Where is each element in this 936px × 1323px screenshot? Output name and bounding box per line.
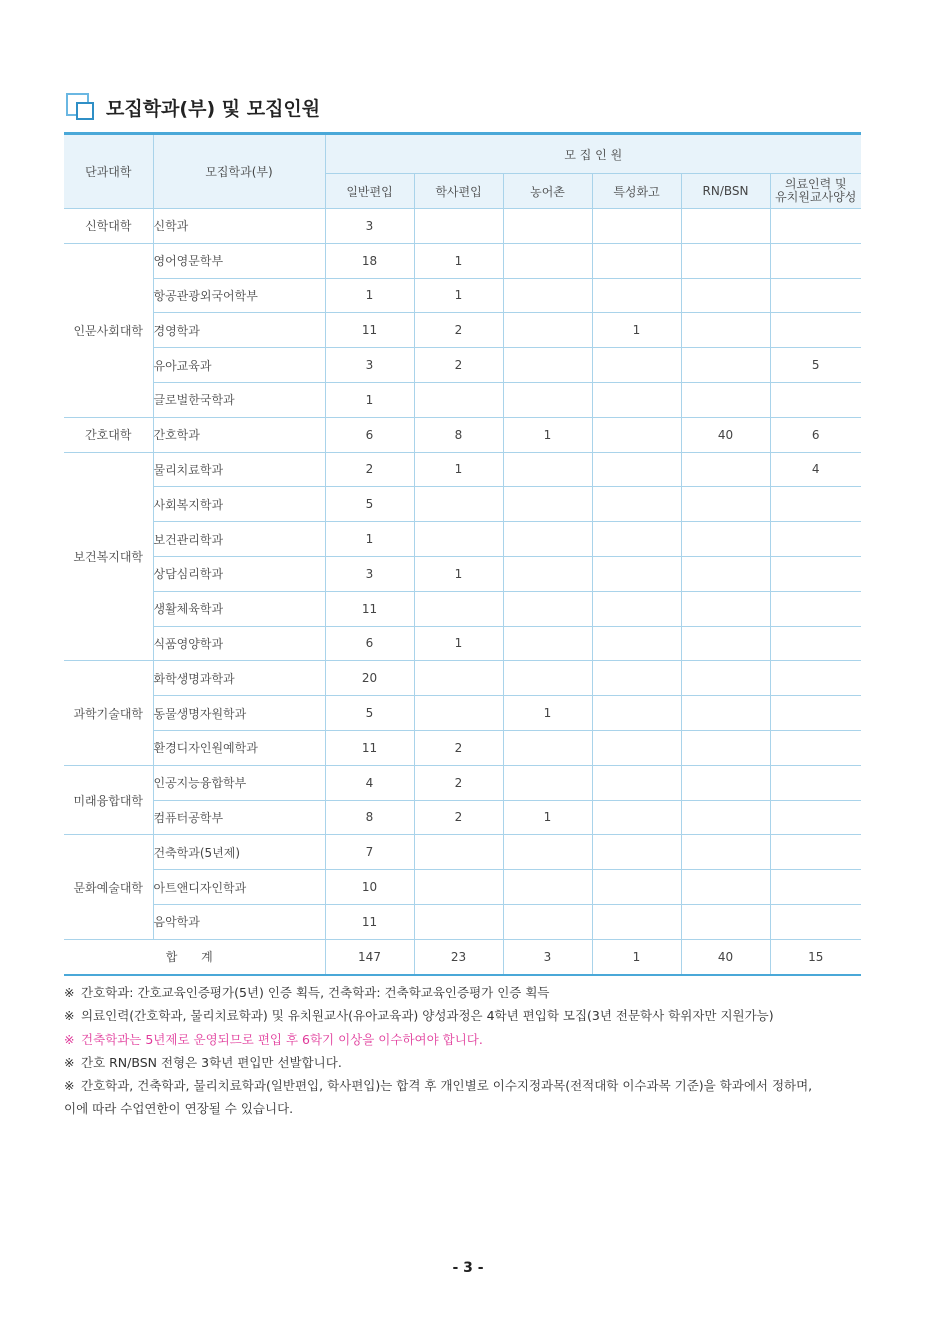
quota-cell: 2 bbox=[414, 348, 503, 383]
quota-cell bbox=[414, 870, 503, 905]
table-row bbox=[64, 382, 861, 417]
department-cell: 사회복지학과 bbox=[153, 487, 325, 522]
page-number: - 3 - bbox=[452, 1260, 484, 1276]
quota-cell bbox=[681, 556, 770, 591]
quota-cell bbox=[681, 765, 770, 800]
quota-cell: 2 bbox=[414, 313, 503, 348]
quota-cell bbox=[503, 765, 592, 800]
college-cell: 과학기술대학 bbox=[64, 661, 153, 765]
quota-cell bbox=[503, 591, 592, 626]
total-cell: 40 bbox=[681, 939, 770, 974]
table-row bbox=[64, 487, 861, 522]
quota-cell bbox=[770, 800, 861, 835]
quota-cell bbox=[681, 522, 770, 557]
quota-cell bbox=[592, 243, 681, 278]
quota-cell bbox=[592, 800, 681, 835]
quota-cell bbox=[681, 452, 770, 487]
total-cell: 3 bbox=[503, 939, 592, 974]
quota-cell bbox=[770, 209, 861, 244]
header-department: 모집학과(부) bbox=[153, 134, 325, 209]
quota-cell bbox=[592, 591, 681, 626]
quota-cell bbox=[681, 800, 770, 835]
quota-cell bbox=[503, 835, 592, 870]
quota-cell: 10 bbox=[325, 870, 414, 905]
note-mark: ※ bbox=[64, 1054, 75, 1070]
quota-cell bbox=[770, 904, 861, 939]
quota-cell bbox=[770, 696, 861, 731]
quota-cell bbox=[592, 417, 681, 452]
quota-cell bbox=[681, 348, 770, 383]
quota-cell bbox=[503, 904, 592, 939]
quota-cell: 40 bbox=[681, 417, 770, 452]
note-text: 의료인력(간호학과, 물리치료학과) 및 유치원교사(유아교육과) 양성과정은 4학년 편입학 모집(3년 전문학사 학위자만 지원가능) bbox=[81, 1008, 774, 1024]
quota-cell: 5 bbox=[325, 696, 414, 731]
quota-cell bbox=[770, 243, 861, 278]
table-row bbox=[64, 278, 861, 313]
section-title: 모집학과(부) 및 모집인원 bbox=[106, 97, 321, 120]
note-mark: ※ bbox=[64, 985, 75, 1000]
quota-cell bbox=[770, 382, 861, 417]
table-row bbox=[64, 730, 861, 765]
note-mark: ※ bbox=[64, 1078, 75, 1094]
quota-cell bbox=[681, 487, 770, 522]
quota-cell: 1 bbox=[592, 313, 681, 348]
quota-cell bbox=[503, 278, 592, 313]
quota-cell bbox=[503, 452, 592, 487]
quota-cell bbox=[770, 313, 861, 348]
table-row bbox=[64, 835, 861, 870]
header-type: 학사편입 bbox=[414, 174, 503, 209]
department-cell: 동물생명자원학과 bbox=[153, 696, 325, 731]
quota-cell: 6 bbox=[325, 417, 414, 452]
quota-cell bbox=[414, 835, 503, 870]
table-row bbox=[64, 522, 861, 557]
quota-cell: 1 bbox=[503, 696, 592, 731]
department-cell: 환경디자인원예학과 bbox=[153, 730, 325, 765]
quota-cell: 7 bbox=[325, 835, 414, 870]
quota-cell: 1 bbox=[414, 452, 503, 487]
quota-cell bbox=[770, 661, 861, 696]
quota-cell bbox=[681, 904, 770, 939]
quota-cell: 8 bbox=[325, 800, 414, 835]
quota-cell bbox=[681, 696, 770, 731]
department-cell: 식품영양학과 bbox=[153, 626, 325, 661]
quota-cell: 4 bbox=[770, 452, 861, 487]
quota-cell bbox=[681, 382, 770, 417]
quota-cell bbox=[681, 278, 770, 313]
quota-cell bbox=[681, 870, 770, 905]
quota-cell: 5 bbox=[325, 487, 414, 522]
quota-cell bbox=[592, 626, 681, 661]
quota-cell: 11 bbox=[325, 591, 414, 626]
department-cell: 경영학과 bbox=[153, 313, 325, 348]
college-cell: 문화예술대학 bbox=[64, 835, 153, 939]
squares-icon bbox=[66, 93, 96, 121]
quota-cell bbox=[592, 870, 681, 905]
quota-cell bbox=[414, 487, 503, 522]
quota-cell bbox=[681, 313, 770, 348]
quota-cell bbox=[414, 522, 503, 557]
quota-cell: 6 bbox=[770, 417, 861, 452]
quota-cell bbox=[681, 209, 770, 244]
quota-cell bbox=[592, 382, 681, 417]
quota-cell bbox=[592, 835, 681, 870]
quota-cell bbox=[592, 730, 681, 765]
quota-cell: 11 bbox=[325, 904, 414, 939]
quota-cell bbox=[770, 835, 861, 870]
college-cell: 미래융합대학 bbox=[64, 765, 153, 835]
table-row bbox=[64, 696, 861, 731]
quota-cell: 1 bbox=[414, 626, 503, 661]
quota-cell: 4 bbox=[325, 765, 414, 800]
table-row bbox=[64, 209, 861, 244]
quota-cell bbox=[503, 382, 592, 417]
header-type: 특성화고 bbox=[592, 174, 681, 209]
header-type: 농어촌 bbox=[503, 174, 592, 209]
quota-cell bbox=[592, 452, 681, 487]
department-cell: 영어영문학부 bbox=[153, 243, 325, 278]
quota-cell bbox=[592, 556, 681, 591]
table-row bbox=[64, 452, 861, 487]
note-item bbox=[64, 1051, 864, 1074]
note-mark: ※ bbox=[64, 1031, 75, 1047]
quota-cell bbox=[770, 765, 861, 800]
quota-cell bbox=[503, 243, 592, 278]
quota-cell bbox=[681, 243, 770, 278]
note-text: 건축학과는 5년제로 운영되므로 편입 후 6학기 이상을 이수하여야 합니다. bbox=[81, 1031, 483, 1047]
college-cell: 간호대학 bbox=[64, 417, 153, 452]
quota-cell bbox=[503, 348, 592, 383]
total-cell: 1 bbox=[592, 939, 681, 974]
department-cell: 항공관광외국어학부 bbox=[153, 278, 325, 313]
quota-cell: 2 bbox=[325, 452, 414, 487]
note-text: 간호학과, 건축학과, 물리치료학과(일반편입, 학사편입)는 합격 후 개인별로 이수지정과목(전적대학 이수과목 기준)을 학과에서 정하며, bbox=[81, 1078, 813, 1094]
quota-cell bbox=[592, 765, 681, 800]
table-row bbox=[64, 591, 861, 626]
quota-cell bbox=[503, 626, 592, 661]
quota-cell bbox=[503, 730, 592, 765]
quota-cell bbox=[503, 661, 592, 696]
quota-cell bbox=[503, 870, 592, 905]
department-cell: 신학과 bbox=[153, 209, 325, 244]
quota-cell bbox=[592, 904, 681, 939]
quota-cell bbox=[503, 556, 592, 591]
quota-cell: 1 bbox=[414, 243, 503, 278]
quota-cell: 1 bbox=[414, 278, 503, 313]
quota-cell bbox=[681, 661, 770, 696]
quota-cell bbox=[503, 487, 592, 522]
table-row bbox=[64, 800, 861, 835]
quota-cell: 3 bbox=[325, 209, 414, 244]
recruitment-table bbox=[64, 132, 861, 976]
quota-cell: 1 bbox=[325, 382, 414, 417]
quota-cell bbox=[503, 313, 592, 348]
quota-cell bbox=[592, 696, 681, 731]
quota-cell bbox=[770, 278, 861, 313]
quota-cell: 1 bbox=[325, 278, 414, 313]
quota-cell bbox=[414, 904, 503, 939]
header-type: RN/BSN bbox=[681, 174, 770, 209]
quota-cell: 3 bbox=[325, 348, 414, 383]
college-cell: 신학대학 bbox=[64, 209, 153, 244]
header-type: 의료인력 및 유치원교사양성 bbox=[770, 174, 861, 209]
quota-cell: 18 bbox=[325, 243, 414, 278]
header-quota-group: 모 집 인 원 bbox=[325, 134, 861, 174]
college-cell: 보건복지대학 bbox=[64, 452, 153, 661]
quota-cell: 20 bbox=[325, 661, 414, 696]
header-type: 일반편입 bbox=[325, 174, 414, 209]
note-item bbox=[64, 1004, 864, 1027]
table-row bbox=[64, 661, 861, 696]
quota-cell: 1 bbox=[503, 800, 592, 835]
quota-cell: 11 bbox=[325, 313, 414, 348]
quota-cell bbox=[681, 626, 770, 661]
total-cell: 147 bbox=[325, 939, 414, 974]
table-row bbox=[64, 348, 861, 383]
quota-cell bbox=[414, 591, 503, 626]
quota-cell bbox=[414, 661, 503, 696]
quota-cell: 11 bbox=[325, 730, 414, 765]
table-row bbox=[64, 626, 861, 661]
quota-cell bbox=[503, 522, 592, 557]
department-cell: 컴퓨터공학부 bbox=[153, 800, 325, 835]
college-cell: 인문사회대학 bbox=[64, 243, 153, 417]
quota-cell bbox=[681, 835, 770, 870]
quota-cell bbox=[592, 522, 681, 557]
quota-cell bbox=[770, 626, 861, 661]
section-header bbox=[66, 91, 320, 123]
department-cell: 물리치료학과 bbox=[153, 452, 325, 487]
table-row bbox=[64, 904, 861, 939]
department-cell: 아트앤디자인학과 bbox=[153, 870, 325, 905]
table-row bbox=[64, 556, 861, 591]
department-cell: 상담심리학과 bbox=[153, 556, 325, 591]
department-cell: 건축학과(5년제) bbox=[153, 835, 325, 870]
table-row bbox=[64, 870, 861, 905]
department-cell: 음악학과 bbox=[153, 904, 325, 939]
quota-cell bbox=[770, 591, 861, 626]
department-cell: 생활체육학과 bbox=[153, 591, 325, 626]
quota-cell: 1 bbox=[414, 556, 503, 591]
note-item bbox=[64, 1074, 864, 1097]
quota-cell: 5 bbox=[770, 348, 861, 383]
note-text: 간호학과: 간호교육인증평가(5년) 인증 획득, 건축학과: 건축학교육인증평가 인증 획득 bbox=[81, 985, 550, 1000]
department-cell: 화학생명과학과 bbox=[153, 661, 325, 696]
quota-cell bbox=[592, 278, 681, 313]
quota-cell bbox=[770, 487, 861, 522]
total-row bbox=[64, 939, 861, 974]
table-row bbox=[64, 313, 861, 348]
total-cell: 23 bbox=[414, 939, 503, 974]
quota-cell bbox=[414, 382, 503, 417]
table-row bbox=[64, 765, 861, 800]
department-cell: 인공지능융합학부 bbox=[153, 765, 325, 800]
quota-cell bbox=[770, 522, 861, 557]
total-label: 합 계 bbox=[64, 939, 325, 974]
quota-cell bbox=[414, 696, 503, 731]
note-mark: ※ bbox=[64, 1008, 75, 1024]
quota-cell: 6 bbox=[325, 626, 414, 661]
header-college: 단과대학 bbox=[64, 134, 153, 209]
quota-cell bbox=[592, 348, 681, 383]
note-text: 간호 RN/BSN 전형은 3학년 편입만 선발합니다. bbox=[81, 1054, 342, 1070]
quota-cell bbox=[592, 209, 681, 244]
quota-cell bbox=[592, 487, 681, 522]
table-row bbox=[64, 243, 861, 278]
quota-cell: 3 bbox=[325, 556, 414, 591]
quota-cell bbox=[414, 209, 503, 244]
quota-cell bbox=[592, 661, 681, 696]
quota-cell bbox=[770, 730, 861, 765]
quota-cell: 2 bbox=[414, 730, 503, 765]
quota-cell bbox=[770, 556, 861, 591]
table-row bbox=[64, 417, 861, 452]
department-cell: 유아교육과 bbox=[153, 348, 325, 383]
quota-cell bbox=[681, 591, 770, 626]
department-cell: 보건관리학과 bbox=[153, 522, 325, 557]
note-item bbox=[64, 981, 864, 1004]
quota-cell bbox=[681, 730, 770, 765]
total-cell: 15 bbox=[770, 939, 861, 974]
quota-cell: 1 bbox=[503, 417, 592, 452]
department-cell: 글로벌한국학과 bbox=[153, 382, 325, 417]
note-continuation: 이에 따라 수업연한이 연장될 수 있습니다. bbox=[64, 1101, 294, 1117]
notes bbox=[64, 981, 864, 1121]
quota-cell: 2 bbox=[414, 800, 503, 835]
quota-cell bbox=[503, 209, 592, 244]
quota-cell: 1 bbox=[325, 522, 414, 557]
quota-cell bbox=[770, 870, 861, 905]
quota-cell: 2 bbox=[414, 765, 503, 800]
note-item bbox=[64, 1028, 864, 1051]
department-cell: 간호학과 bbox=[153, 417, 325, 452]
quota-cell: 8 bbox=[414, 417, 503, 452]
